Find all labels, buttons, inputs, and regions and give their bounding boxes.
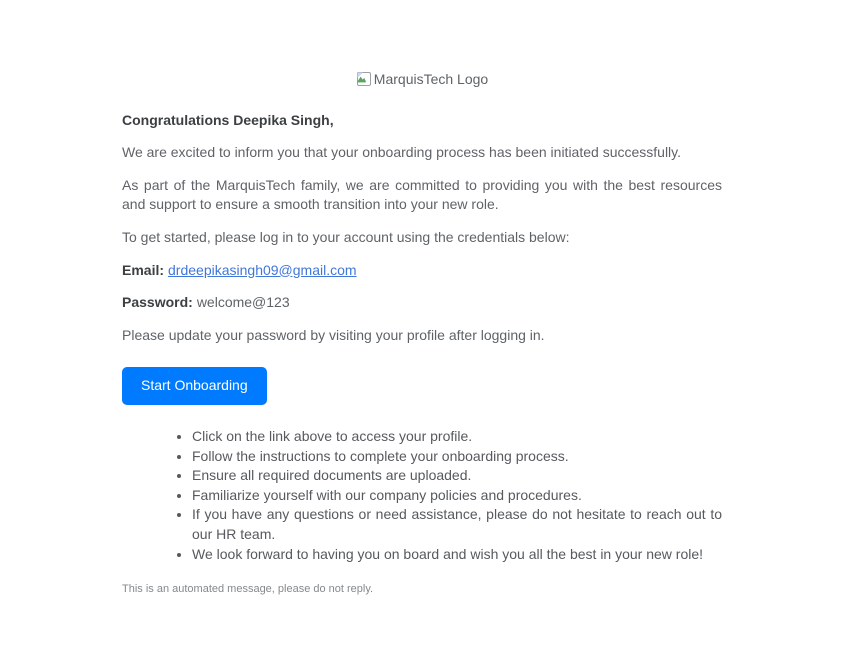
email-body [122, 0, 722, 597]
email-label: Email: [122, 261, 165, 278]
checklist-item: • Click on the link above to access your profile. [192, 427, 722, 447]
checklist-item: • Follow the instructions to complete your onboarding process. [192, 447, 722, 467]
onboarding-checklist [122, 427, 722, 564]
automated-message-note: This is an automated message, please do not reply. [122, 583, 374, 596]
cta-row [122, 367, 722, 405]
update-password-paragraph: Please update your password by visiting your profile after logging in. [122, 326, 545, 343]
family-paragraph: As part of the MarquisTech family, we are committed to providing you with the best resources and support to ensure a smooth transition into your new role. [122, 176, 722, 213]
checklist-item: • If you have any questions or need assistance, please do not hesitate to reach out to our HR team. [192, 505, 722, 544]
checklist-item: • Ensure all required documents are uploaded. [192, 466, 722, 486]
credentials-email-link[interactable]: drdeepikasingh09@gmail.com [168, 261, 357, 278]
get-started-paragraph: To get started, please log in to your account using the credentials below: [122, 228, 570, 245]
credentials-email-row [122, 261, 722, 281]
password-label: Password: [122, 294, 193, 311]
logo-alt-text: MarquisTech Logo [373, 71, 489, 87]
company-logo [122, 70, 722, 93]
checklist-item: • We look forward to having you on board and wish you all the best in your new role! [192, 545, 722, 565]
greeting-heading: Congratulations Deepika Singh, [122, 111, 334, 128]
start-onboarding-button[interactable]: Start Onboarding [122, 367, 267, 405]
credentials-password-row [122, 293, 722, 313]
intro-paragraph: We are excited to inform you that your onboarding process has been initiated successfully. [122, 144, 682, 161]
checklist-item: • Familiarize yourself with our company policies and procedures. [192, 486, 722, 506]
password-value: welcome@123 [196, 294, 290, 311]
broken-image-icon [356, 71, 372, 93]
